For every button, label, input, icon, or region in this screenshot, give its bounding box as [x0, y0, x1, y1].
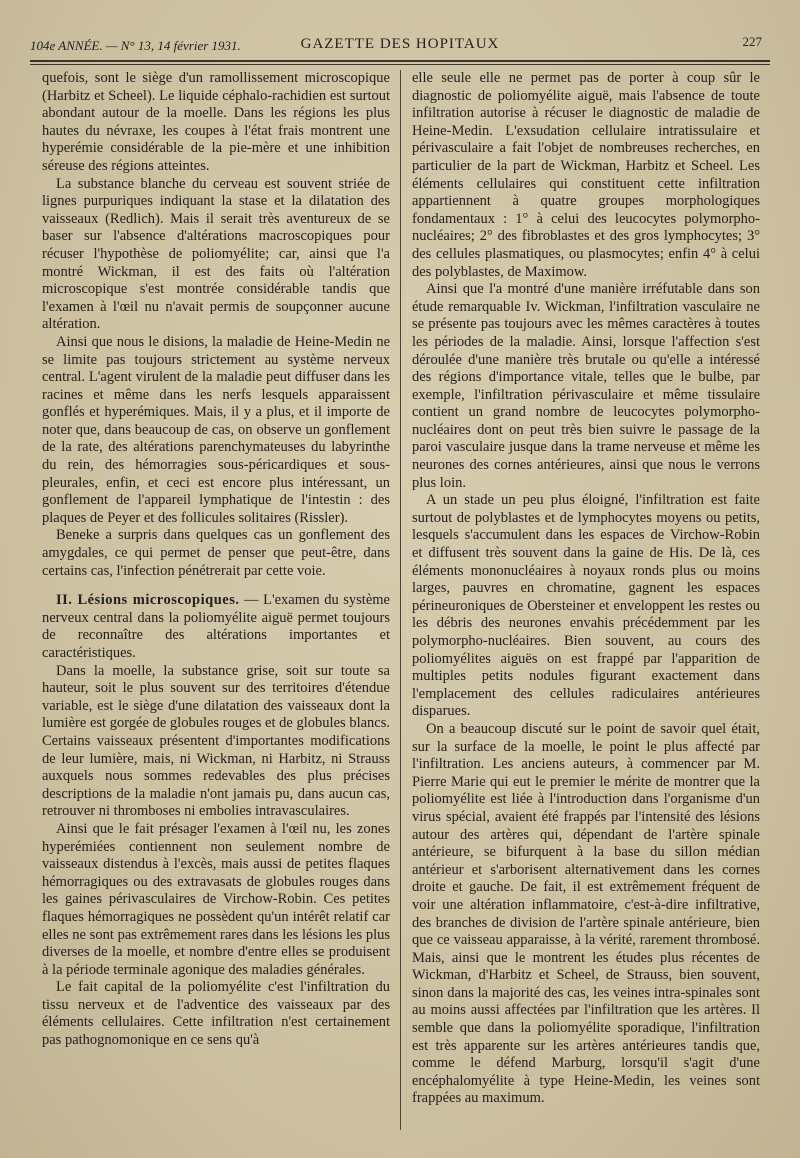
paragraph: quefois, sont le siège d'un ramollissement microscopique (Harbitz et Scheel). Le liquide céphalo-rachidien est surtout abondant autour de la moelle. Dans les régions les plus hautes du névraxe, les coupes à l'état frais montrent une hyperémie considérable de la pie-mère et une inhibition séreuse des régions atteintes. [42, 70, 390, 174]
paragraph: Ainsi que le fait présager l'examen à l'œil nu, les zones hyperémiées contiennent non seulement nombre de vaisseaux distendus à l'excès, mais aussi de petites flaques hémorragiques ou des extravasats de globules rouges dans les gaines périvasculaires de Virchow-Robin. Ces petites flaques hémorragiques ne possèdent qu'un intérêt relatif car elles ne sont pas extrêmement rares dans les lésions les plus diverses de la moelle, et nombre d'entre elles se produisent à la période terminale agonique des maladies générales. [42, 820, 390, 978]
page-header [30, 34, 770, 56]
section-heading: II. Lésions microscopiques. [56, 592, 240, 609]
column-divider [400, 70, 401, 1130]
page-number: 227 [742, 34, 762, 49]
publication-title: GAZETTE DES HOPITAUX [300, 36, 500, 52]
paragraph: La substance blanche du cerveau est souvent striée de lignes purpuriques indiquant la stase et la dilatation des vaisseaux (Redlich). Mais il serait très aventureux de se baser sur l'absence d'altérations macroscopiques pour récuser l'hypothèse de poliomyélite; car, ainsi que l'a montré Wickman, il est des faits où l'altération microscopique s'est montrée considérable tandis que l'examen à l'œil nu n'avait permis de soupçonner aucune altération. [42, 175, 390, 333]
header-rule-thin [30, 64, 770, 65]
header-rule-thick [30, 60, 770, 62]
left-column [42, 70, 390, 1050]
paragraph: Dans la moelle, la substance grise, soit sur toute sa hauteur, soit le plus souvent sur des territoires d'étendue variable, est le siège d'une dilatation des vaisseaux dont la lumière est gorgée de globules rouges et de globules blancs. Certains vaisseaux présentent d'importantes modifications de leur lumière, mais, ni Wickman, ni Harbitz, ni Strauss auxquels nous sommes redevables des plus précises descriptions de la maladie n'ont jamais pu, dans aucun cas, retrouver ni thromboses ni embolies intravasculaires. [42, 662, 390, 820]
paragraph: Ainsi que nous le disions, la maladie de Heine-Medin ne se limite pas toujours strictement au système nerveux central. L'agent virulent de la maladie peut diffuser dans les racines et même dans les nerfs lesquels apparaissent gonflés et hyperémiques. Mais, il y a plus, et il importe de noter que, dans beaucoup de cas, on observe un gonflement de la rate, des altérations parenchymateuses du labyrinthe du rein, des hémorragies sous-péricardiques et sous-pleurales, enfin, et ceci est encore plus intéressant, un gonflement de l'appareil lymphatique de l'intestin : des plaques de Peyer et des follicules solitaires (Rissler). [42, 333, 390, 526]
paragraph: Beneke a surpris dans quelques cas un gonflement des amygdales, ce qui permet de penser que peut-être, dans certains cas, l'infection pénétrerait par cette voie. [42, 527, 390, 579]
paragraph: elle seule elle ne permet pas de porter à coup sûr le diagnostic de poliomyélite aiguë, mais l'absence de toute infiltration autorise à récuser le diagnostic de maladie de Heine-Medin. L'exsudation cellulaire intratissulaire et périvasculaire a fait l'objet de nombreuses recherches, en particulier de la part de Wickman, Harbitz et Scheel. Les éléments cellulaires qui constituent cette infiltration appartiennent à quatre groupes morphologiques fondamentaux : 1° à celui des leucocytes polymorpho-nucléaires; 2° des fibroblastes et des gros lymphocytes; 3° des cellules plasmatiques, ou plasmocytes; enfin 4° à celui des polyblastes, de Maximow. [412, 70, 760, 280]
issue-line: 104e ANNÉE. — N° 13, 14 février 1931. [30, 38, 241, 53]
paragraph: Ainsi que l'a montré d'une manière irréfutable dans son étude remarquable Iv. Wickman, l'infiltration vasculaire ne se présente pas toujours avec les mêmes caractères à toutes les périodes de la maladie. Ainsi, lorsque l'affection s'est déroulée d'une manière très brutale ou qu'elle a intéressé des régions d'importance vitale, telles que le bulbe, par exemple, l'infiltration périvasculaire et même tissulaire contient un grand nombre de leucocytes polymorpho-nucléaires dont on peut très bien suivre le passage de la paroi vasculaire jusque dans la trame nerveuse et même les neurones des cornes antérieures, ainsi que nous le verrons plus loin. [412, 281, 760, 491]
paragraph: A un stade un peu plus éloigné, l'infiltration est faite surtout de polyblastes et de lymphocytes moyens ou petits, lesquels s'accumulent dans les espaces de Virchow-Robin et diffusent très souvent dans la gaine de His. De là, ces éléments mononucléaires à noyaux ronds plus ou moins larges, pauvres en chromatine, gagnent les espaces périneuroniques de Obersteiner et enveloppent les restes ou les débris des neurones envahis précédemment par les polymorpho-nucléaires. Bien souvent, au cours des poliomyélites aiguës on est frappé par l'apparition de multiples petits nodules figurant exactement dans l'emplacement des cellules radiculaires antérieures disparues. [412, 492, 760, 720]
right-column [412, 70, 760, 1108]
section-paragraph [42, 592, 390, 662]
paragraph: Le fait capital de la poliomyélite c'est l'infiltration du tissu nerveux et de l'adventice des vaisseaux par des éléments cellulaires. Cette infiltration n'est certainement pas pathognomonique en ce sens qu'à [42, 979, 390, 1049]
section-intro-text: — L'examen du système nerveux central dans la poliomyélite aiguë permet toujours de reconnaître des altérations importantes et caractéristiques. [42, 592, 390, 661]
paragraph: On a beaucoup discuté sur le point de savoir quel était, sur la surface de la moelle, le point le plus affecté par l'infiltration. Les anciens auteurs, à commencer par M. Pierre Marie qui eut le premier le mérite de montrer que la poliomyélite est liée à l'introduction dans l'organisme d'un virus spécial, avaient été frappés par l'intensité des lésions autour des artères qui, dépendant de l'artère spinale antérieure, se bifurquent à la base du sillon médian antérieur et s'arborisent alternativement dans les cornes droite et gauche. De fait, il est extrêmement fréquent de voir une altération inflammatoire, c'est-à-dire infiltrative, des branches de division de l'artère spinale antérieure, bien que ce vaisseau apparaisse, à la vérité, rarement thrombosé. Mais, ainsi que le montrent les études plus récentes de Wickman, d'Harbitz et Scheel, de Strauss, bien souvent, sinon dans la majorité des cas, les veines intra-spinales sont au moins aussi affectées par l'infiltration que les artères. Il semble que dans la poliomyélite sporadique, l'infiltration est très apparente sur les artères antérieures tandis que, comme le défend Marburg, lorsqu'il s'agit d'une encéphalomyélite à type Heine-Medin, les veines sont frappées au maximum. [412, 720, 760, 1107]
